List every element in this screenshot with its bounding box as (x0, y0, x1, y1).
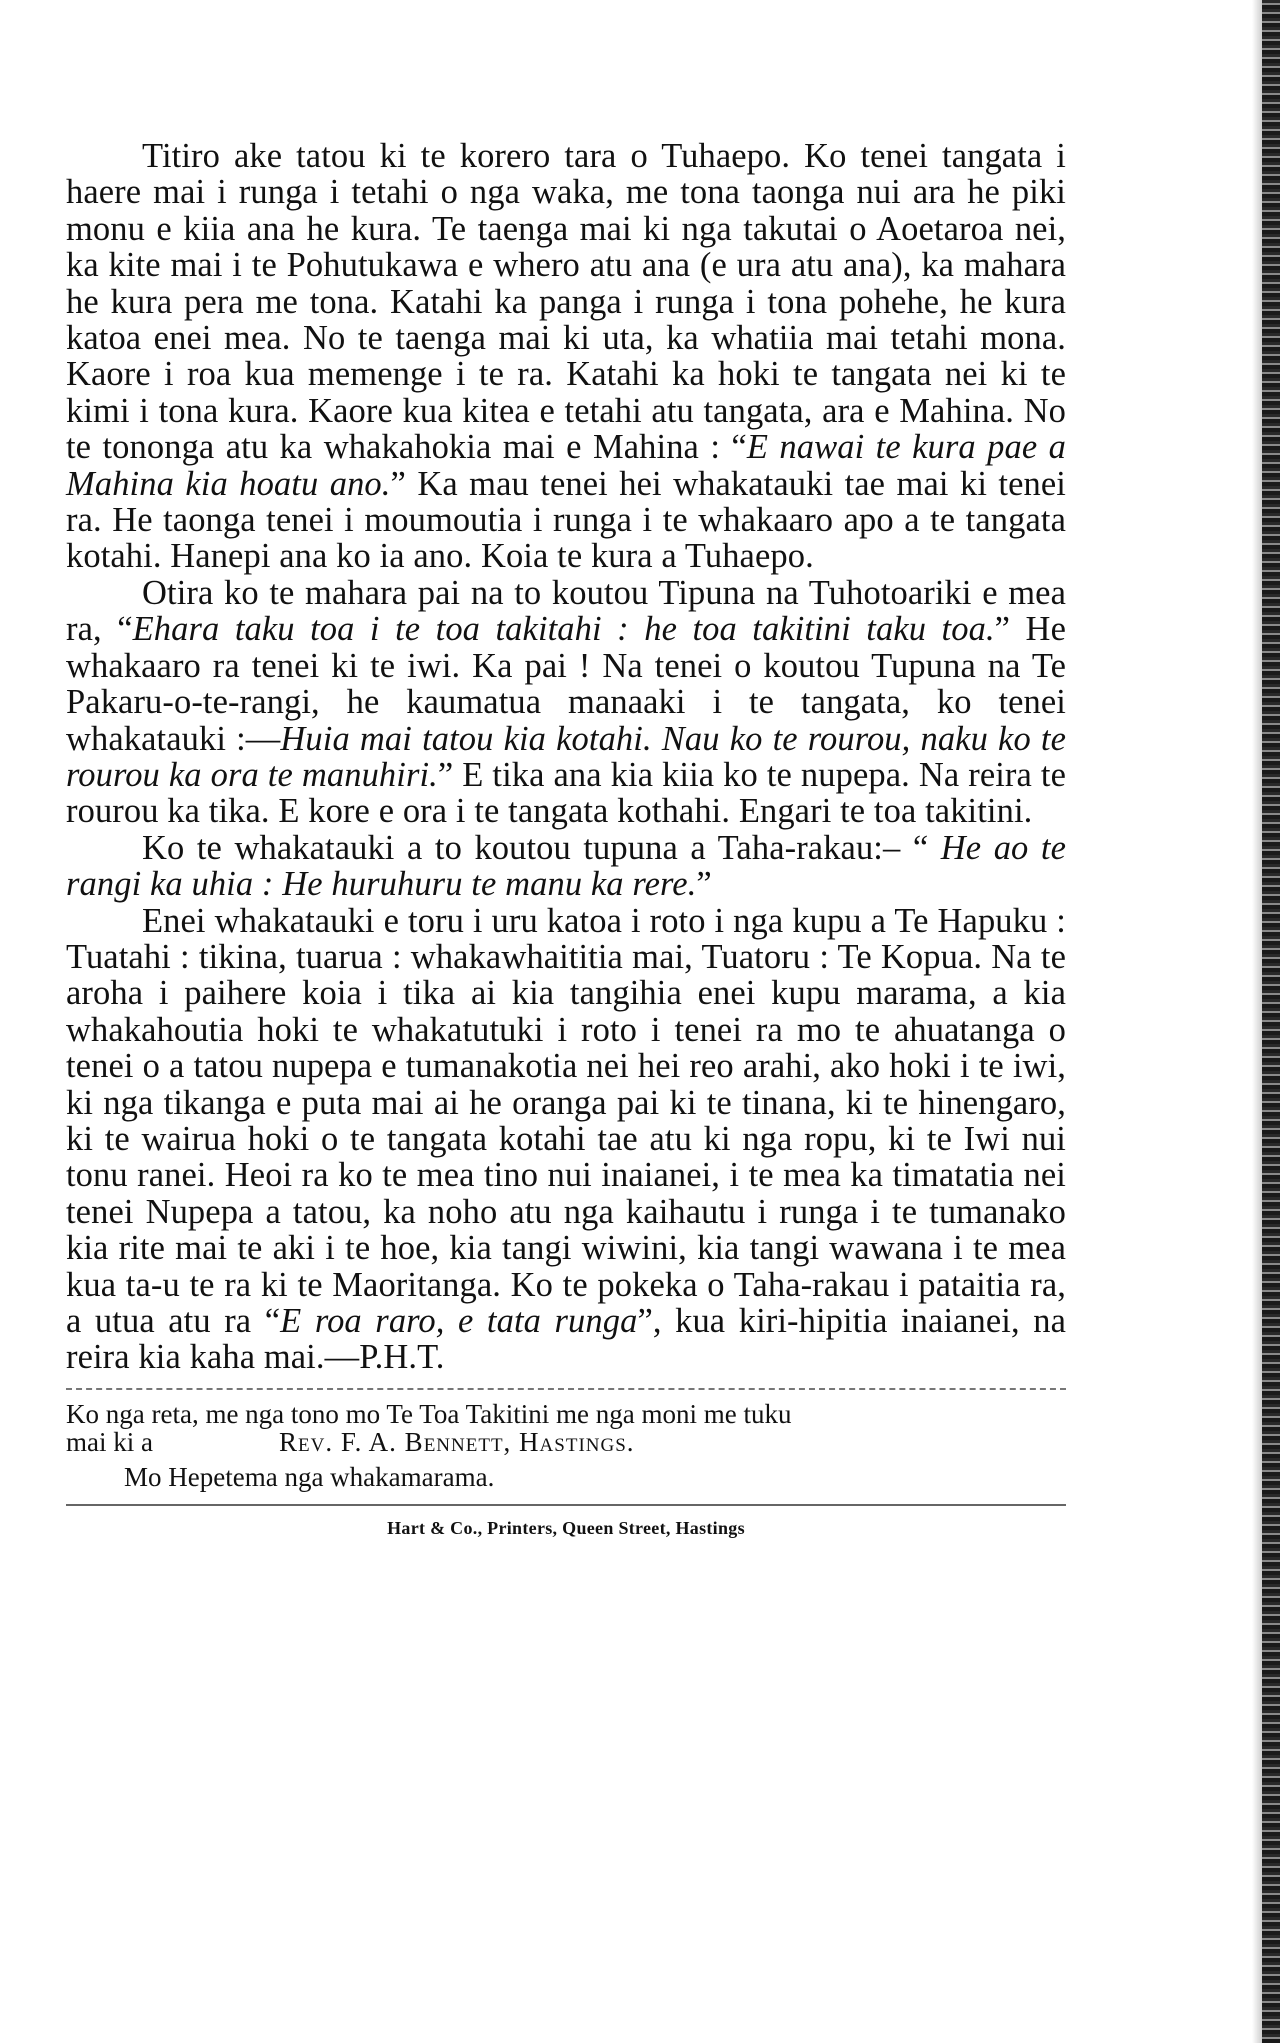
notice-address: Rev. F. A. Bennett, Hastings. (278, 1426, 635, 1457)
proverb-italic: E roa raro, e tata runga (280, 1302, 638, 1340)
paragraph-text: ” Ka mau tenei hei whakatauki tae mai ki tenei ra. He taonga tenei i moumoutia i runga i te whakaaro apo a te tangata kotahi. Hanepi ana ko ia ano. Koia te kura a Tuhaepo. (66, 464, 1066, 576)
paragraph-text: Enei whakatauki e toru i uru katoa i roto i nga kupu a Te Hapuku : Tuatahi : tikina, tuarua : whakawhaititia mai, Tuatoru : Te Kopua. Na te aroha i paihere koia i tika ai kia tangihia enei kupu marama, a kia whakahoutia hoki te whakatutuki i roto i tenei ra mo te ahuatanga o tenei o a tatou nupepa e tumanakotia nei hei reo arahi, ako hoki i te iwi, ki nga tikanga e puta mai ai he oranga pai ki te tinana, ki te hinengaro, ki te wairua hoki o te tangata kotahi tae atu ki nga ropu, ki te Iwi nui tonu ranei. Heoi ra ko te mea tino nui inaianei, i te mea ka timatatia nei tenei Nupepa a tatou, ka noho atu nga kaihautu i runga i te tumanako kia rite mai te aki i te hoe, kia tangi wiwini, kia tangi wawana i te mea kua ta-u te ra ki te Maoritanga. Ko te pokeka o Taha-rakau i pataitia ra, a utua atu ra “ (66, 901, 1066, 1340)
paragraph-text: ” E tika ana kia kiia ko te nupepa. Na reira te rourou ka tika. E kore e ora i te tangata kothahi. Engari te toa takitini. (66, 755, 1066, 831)
scan-edge-shadow (1252, 0, 1262, 2043)
proverb-italic: Ehara taku toa i te toa takitahi : he toa takitini taku toa. (132, 610, 995, 649)
paragraph-text: ”, kua kiri-hipitia inaianei, na reira kia kaha mai.—P.H.T. (66, 1302, 1066, 1377)
paragraph (66, 138, 1066, 575)
notice-line-2 (66, 1428, 1066, 1456)
scan-edge (1262, 0, 1280, 2043)
notice-line-1: Ko nga reta, me nga tono mo Te Toa Takitini me nga moni me tuku (66, 1398, 792, 1429)
paragraph (66, 830, 1066, 903)
proverb-italic: Huia mai tatou kia kotahi. Nau ko te rourou, naku ko te rourou ka ora te manuhiri. (66, 719, 1066, 794)
september-note: Mo Hepetema nga whakamarama. (124, 1461, 495, 1492)
paragraph-text: Otira ko te mahara pai na to koutou Tipuna na Tuhotoariki e mea ra, “ (66, 573, 1066, 649)
paragraph-text: Titiro ake tatou ki te korero tara o Tuhaepo. Ko tenei tangata i haere mai i runga i tetahi o nga waka, me tona taonga nui ara he piki monu e kiia ana he kura. Te taenga mai ki nga takutai o Aoetaroa nei, ka kite mai i te Pohutukawa e whero atu ana (e ura atu ana), ka mahara he kura pera me tona. Katahi ka panga i runga i tona pohehe, he kura katoa enei mea. No te taenga mai ki uta, ka whatiia mai tetahi mona. Kaore i roa kua memenge i te ra. Katahi ka hoki te tangata nei ki te kimi i tona kura. Kaore kua kitea e tetahi atu tangata, ara e Mahina. No te tononga atu ka whakahokia mai e Mahina : “ (66, 137, 1066, 467)
article-body (66, 138, 1066, 1376)
printer-imprint: Hart & Co., Printers, Queen Street, Hastings (387, 1517, 745, 1538)
divider-dashed (66, 1388, 1066, 1390)
notice-prefix: mai ki a (66, 1426, 153, 1457)
paragraph-text: ” He whakaaro ra tenei ki te iwi. Ka pai ! Na tenei o koutou Tupuna na Te Pakaru-o-te-rangi, he kaumatua manaaki i te tangata, ko tenei whakatauki :— (66, 610, 1066, 758)
document-page (66, 138, 1066, 1539)
proverb-italic: E nawai te kura pae a Mahina kia hoatu ano. (66, 428, 1066, 503)
paragraph-text: Ko te whakatauki a to koutou tupuna a Taha-rakau:– “ (142, 828, 941, 867)
proverb-italic: He ao te rangi ka uhia : He huruhuru te manu ka rere. (66, 828, 1066, 904)
paragraph-text: ” (696, 865, 712, 904)
divider-solid (66, 1504, 1066, 1506)
paragraph (66, 575, 1066, 830)
paragraph (66, 903, 1066, 1376)
